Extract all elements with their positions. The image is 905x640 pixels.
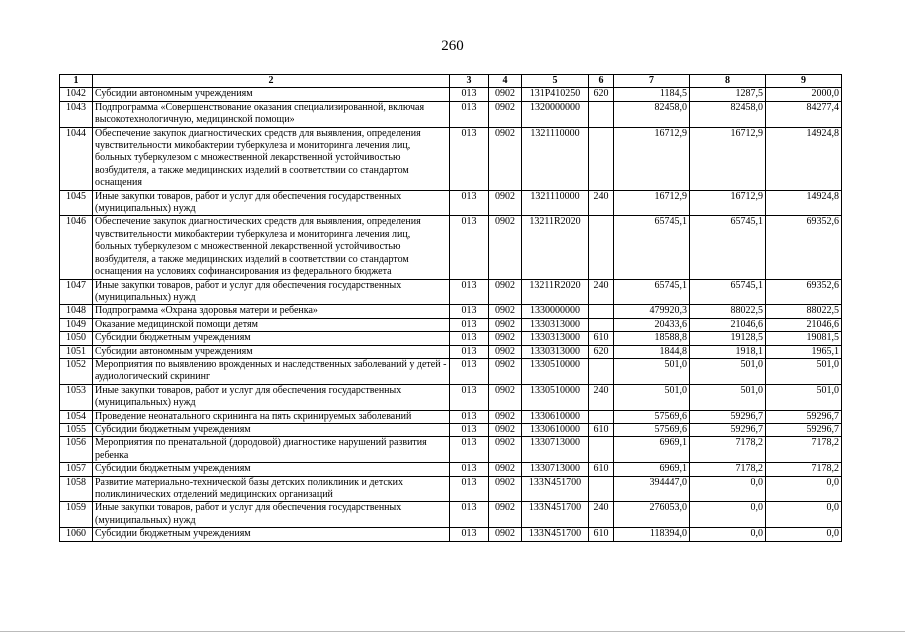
expense-type-cell: 620 — [589, 88, 614, 101]
section-code-cell: 0902 — [489, 190, 522, 216]
row-number-cell: 1045 — [60, 190, 93, 216]
section-code-cell: 0902 — [489, 358, 522, 384]
amount-2020-cell: 19128,5 — [690, 332, 766, 345]
admin-code-cell: 013 — [450, 305, 489, 318]
amount-2020-cell: 501,0 — [690, 384, 766, 410]
target-article-cell: 13211R2020 — [522, 279, 589, 305]
target-article-cell: 1330610000 — [522, 423, 589, 436]
target-article-cell: 1330713000 — [522, 463, 589, 476]
table-row — [60, 190, 842, 216]
expense-type-cell — [589, 127, 614, 190]
target-article-cell: 1330510000 — [522, 384, 589, 410]
amount-2021-cell: 21046,6 — [766, 318, 842, 331]
amount-2019-cell: 65745,1 — [614, 216, 690, 279]
section-code-cell: 0902 — [489, 318, 522, 331]
amount-2019-cell: 6969,1 — [614, 437, 690, 463]
admin-code-cell: 013 — [450, 476, 489, 502]
table-row — [60, 528, 842, 541]
expense-type-cell — [589, 216, 614, 279]
amount-2020-cell: 0,0 — [690, 476, 766, 502]
section-code-cell: 0902 — [489, 476, 522, 502]
amount-2021-cell: 1965,1 — [766, 345, 842, 358]
row-number-cell: 1044 — [60, 127, 93, 190]
amount-2021-cell: 0,0 — [766, 528, 842, 541]
admin-code-cell: 013 — [450, 127, 489, 190]
amount-2020-cell: 7178,2 — [690, 463, 766, 476]
expense-type-cell — [589, 437, 614, 463]
target-article-cell: 1330610000 — [522, 410, 589, 423]
name-cell: Развитие материально-технической базы детских поликлиник и детских поликлинических отделений медицинских организаций — [93, 476, 450, 502]
section-code-cell: 0902 — [489, 502, 522, 528]
row-number-cell: 1048 — [60, 305, 93, 318]
header-cell: 5 — [522, 75, 589, 88]
amount-2021-cell: 88022,5 — [766, 305, 842, 318]
expense-type-cell: 240 — [589, 502, 614, 528]
name-cell: Субсидии автономным учреждениям — [93, 88, 450, 101]
amount-2019-cell: 65745,1 — [614, 279, 690, 305]
expense-type-cell: 240 — [589, 279, 614, 305]
amount-2019-cell: 1184,5 — [614, 88, 690, 101]
row-number-cell: 1049 — [60, 318, 93, 331]
admin-code-cell: 013 — [450, 101, 489, 127]
amount-2019-cell: 57569,6 — [614, 423, 690, 436]
header-cell: 6 — [589, 75, 614, 88]
expense-type-cell: 610 — [589, 463, 614, 476]
amount-2019-cell: 394447,0 — [614, 476, 690, 502]
amount-2021-cell: 0,0 — [766, 476, 842, 502]
row-number-cell: 1058 — [60, 476, 93, 502]
name-cell: Субсидии бюджетным учреждениям — [93, 463, 450, 476]
row-number-cell: 1043 — [60, 101, 93, 127]
expense-type-cell — [589, 476, 614, 502]
amount-2021-cell: 14924,8 — [766, 127, 842, 190]
table-row — [60, 358, 842, 384]
section-code-cell: 0902 — [489, 463, 522, 476]
section-code-cell: 0902 — [489, 384, 522, 410]
page-number: 260 — [441, 38, 464, 54]
row-number-cell: 1046 — [60, 216, 93, 279]
scan-edge-line — [0, 631, 905, 632]
amount-2021-cell: 59296,7 — [766, 410, 842, 423]
table-row — [60, 345, 842, 358]
name-cell: Оказание медицинской помощи детям — [93, 318, 450, 331]
amount-2021-cell: 501,0 — [766, 358, 842, 384]
admin-code-cell: 013 — [450, 190, 489, 216]
amount-2019-cell: 276053,0 — [614, 502, 690, 528]
name-cell: Иные закупки товаров, работ и услуг для обеспечения государственных (муниципальных) нужд — [93, 502, 450, 528]
amount-2020-cell: 59296,7 — [690, 410, 766, 423]
name-cell: Субсидии бюджетным учреждениям — [93, 332, 450, 345]
name-cell: Иные закупки товаров, работ и услуг для обеспечения государственных (муниципальных) нужд — [93, 190, 450, 216]
target-article-cell: 131P410250 — [522, 88, 589, 101]
expense-type-cell: 240 — [589, 190, 614, 216]
table-row — [60, 216, 842, 279]
amount-2020-cell: 1287,5 — [690, 88, 766, 101]
header-cell: 7 — [614, 75, 690, 88]
header-cell: 4 — [489, 75, 522, 88]
admin-code-cell: 013 — [450, 423, 489, 436]
amount-2021-cell: 19081,5 — [766, 332, 842, 345]
name-cell: Иные закупки товаров, работ и услуг для обеспечения государственных (муниципальных) нужд — [93, 384, 450, 410]
amount-2020-cell: 0,0 — [690, 528, 766, 541]
table-row — [60, 423, 842, 436]
section-code-cell: 0902 — [489, 345, 522, 358]
target-article-cell: 1330510000 — [522, 358, 589, 384]
target-article-cell: 133N451700 — [522, 528, 589, 541]
amount-2020-cell: 16712,9 — [690, 127, 766, 190]
table-row — [60, 305, 842, 318]
header-cell: 1 — [60, 75, 93, 88]
amount-2021-cell: 69352,6 — [766, 279, 842, 305]
row-number-cell: 1042 — [60, 88, 93, 101]
section-code-cell: 0902 — [489, 216, 522, 279]
table-row — [60, 502, 842, 528]
table-row — [60, 410, 842, 423]
amount-2019-cell: 501,0 — [614, 384, 690, 410]
table-row — [60, 476, 842, 502]
target-article-cell: 1320000000 — [522, 101, 589, 127]
amount-2019-cell: 18588,8 — [614, 332, 690, 345]
admin-code-cell: 013 — [450, 437, 489, 463]
row-number-cell: 1050 — [60, 332, 93, 345]
section-code-cell: 0902 — [489, 528, 522, 541]
amount-2021-cell: 501,0 — [766, 384, 842, 410]
amount-2019-cell: 16712,9 — [614, 127, 690, 190]
admin-code-cell: 013 — [450, 528, 489, 541]
row-number-cell: 1060 — [60, 528, 93, 541]
amount-2020-cell: 82458,0 — [690, 101, 766, 127]
admin-code-cell: 013 — [450, 358, 489, 384]
expense-type-cell — [589, 358, 614, 384]
header-cell: 8 — [690, 75, 766, 88]
row-number-cell: 1059 — [60, 502, 93, 528]
admin-code-cell: 013 — [450, 463, 489, 476]
row-number-cell: 1057 — [60, 463, 93, 476]
amount-2020-cell: 59296,7 — [690, 423, 766, 436]
amount-2019-cell: 6969,1 — [614, 463, 690, 476]
row-number-cell: 1055 — [60, 423, 93, 436]
table-row — [60, 279, 842, 305]
target-article-cell: 1321110000 — [522, 127, 589, 190]
name-cell: Субсидии автономным учреждениям — [93, 345, 450, 358]
amount-2021-cell: 7178,2 — [766, 463, 842, 476]
row-number-cell: 1056 — [60, 437, 93, 463]
admin-code-cell: 013 — [450, 318, 489, 331]
expense-type-cell: 620 — [589, 345, 614, 358]
row-number-cell: 1051 — [60, 345, 93, 358]
table-row — [60, 127, 842, 190]
expense-type-cell — [589, 101, 614, 127]
section-code-cell: 0902 — [489, 305, 522, 318]
table-row — [60, 384, 842, 410]
table-row — [60, 101, 842, 127]
amount-2019-cell: 501,0 — [614, 358, 690, 384]
amount-2021-cell: 14924,8 — [766, 190, 842, 216]
expense-type-cell: 610 — [589, 332, 614, 345]
amount-2020-cell: 1918,1 — [690, 345, 766, 358]
header-cell: 2 — [93, 75, 450, 88]
header-cell: 3 — [450, 75, 489, 88]
section-code-cell: 0902 — [489, 410, 522, 423]
expense-type-cell: 610 — [589, 528, 614, 541]
amount-2020-cell: 7178,2 — [690, 437, 766, 463]
table-row — [60, 437, 842, 463]
amount-2019-cell: 16712,9 — [614, 190, 690, 216]
amount-2021-cell: 7178,2 — [766, 437, 842, 463]
row-number-cell: 1052 — [60, 358, 93, 384]
target-article-cell: 13211R2020 — [522, 216, 589, 279]
amount-2019-cell: 82458,0 — [614, 101, 690, 127]
admin-code-cell: 013 — [450, 216, 489, 279]
amount-2020-cell: 88022,5 — [690, 305, 766, 318]
expense-type-cell — [589, 318, 614, 331]
amount-2020-cell: 0,0 — [690, 502, 766, 528]
target-article-cell: 1330313000 — [522, 345, 589, 358]
target-article-cell: 1330313000 — [522, 332, 589, 345]
amount-2021-cell: 59296,7 — [766, 423, 842, 436]
expense-type-cell — [589, 305, 614, 318]
name-cell: Иные закупки товаров, работ и услуг для обеспечения государственных (муниципальных) нужд — [93, 279, 450, 305]
admin-code-cell: 013 — [450, 502, 489, 528]
admin-code-cell: 013 — [450, 345, 489, 358]
name-cell: Субсидии бюджетным учреждениям — [93, 423, 450, 436]
section-code-cell: 0902 — [489, 437, 522, 463]
amount-2021-cell: 2000,0 — [766, 88, 842, 101]
amount-2021-cell: 84277,4 — [766, 101, 842, 127]
section-code-cell: 0902 — [489, 101, 522, 127]
amount-2021-cell: 0,0 — [766, 502, 842, 528]
section-code-cell: 0902 — [489, 279, 522, 305]
amount-2019-cell: 118394,0 — [614, 528, 690, 541]
name-cell: Обеспечение закупок диагностических средств для выявления, определения чувствительности микобактерии туберкулеза и мониторинга лечения лиц, больных туберкулезом с множественной лекарственной устойчивостью возбудителя, а также медицинских изделий в соответствии со стандартом оснащения — [93, 127, 450, 190]
section-code-cell: 0902 — [489, 127, 522, 190]
target-article-cell: 1330713000 — [522, 437, 589, 463]
name-cell: Обеспечение закупок диагностических средств для выявления, определения чувствительности микобактерии туберкулеза и мониторинга лечения лиц, больных туберкулезом с множественной лекарственной устойчивостью возбудителя, а также медицинских изделий в соответствии со стандартом оснащения на условиях софинансирования из федерального бюджета — [93, 216, 450, 279]
admin-code-cell: 013 — [450, 279, 489, 305]
amount-2021-cell: 69352,6 — [766, 216, 842, 279]
target-article-cell: 133N451700 — [522, 502, 589, 528]
target-article-cell: 1330000000 — [522, 305, 589, 318]
amount-2019-cell: 57569,6 — [614, 410, 690, 423]
admin-code-cell: 013 — [450, 332, 489, 345]
name-cell: Подпрограмма «Совершенствование оказания специализированной, включая высокотехнологичную, медицинской помощи» — [93, 101, 450, 127]
budget-table — [59, 74, 842, 542]
target-article-cell: 133N451700 — [522, 476, 589, 502]
row-number-cell: 1054 — [60, 410, 93, 423]
header-cell: 9 — [766, 75, 842, 88]
name-cell: Подпрограмма «Охрана здоровья матери и ребенка» — [93, 305, 450, 318]
table-body — [60, 88, 842, 541]
amount-2019-cell: 1844,8 — [614, 345, 690, 358]
name-cell: Проведение неонатального скрининга на пять скринируемых заболеваний — [93, 410, 450, 423]
amount-2020-cell: 65745,1 — [690, 216, 766, 279]
target-article-cell: 1330313000 — [522, 318, 589, 331]
table-row — [60, 318, 842, 331]
amount-2019-cell: 479920,3 — [614, 305, 690, 318]
table-row — [60, 332, 842, 345]
table-header-row — [60, 75, 842, 88]
target-article-cell: 1321110000 — [522, 190, 589, 216]
admin-code-cell: 013 — [450, 410, 489, 423]
name-cell: Мероприятия по пренатальной (дородовой) диагностике нарушений развития ребенка — [93, 437, 450, 463]
section-code-cell: 0902 — [489, 88, 522, 101]
section-code-cell: 0902 — [489, 423, 522, 436]
section-code-cell: 0902 — [489, 332, 522, 345]
amount-2020-cell: 21046,6 — [690, 318, 766, 331]
name-cell: Субсидии бюджетным учреждениям — [93, 528, 450, 541]
row-number-cell: 1053 — [60, 384, 93, 410]
expense-type-cell: 610 — [589, 423, 614, 436]
amount-2019-cell: 20433,6 — [614, 318, 690, 331]
table-row — [60, 88, 842, 101]
amount-2020-cell: 16712,9 — [690, 190, 766, 216]
amount-2020-cell: 501,0 — [690, 358, 766, 384]
amount-2020-cell: 65745,1 — [690, 279, 766, 305]
admin-code-cell: 013 — [450, 384, 489, 410]
table-row — [60, 463, 842, 476]
expense-type-cell — [589, 410, 614, 423]
row-number-cell: 1047 — [60, 279, 93, 305]
admin-code-cell: 013 — [450, 88, 489, 101]
name-cell: Мероприятия по выявлению врожденных и наследственных заболеваний у детей - аудиологический скрининг — [93, 358, 450, 384]
expense-type-cell: 240 — [589, 384, 614, 410]
